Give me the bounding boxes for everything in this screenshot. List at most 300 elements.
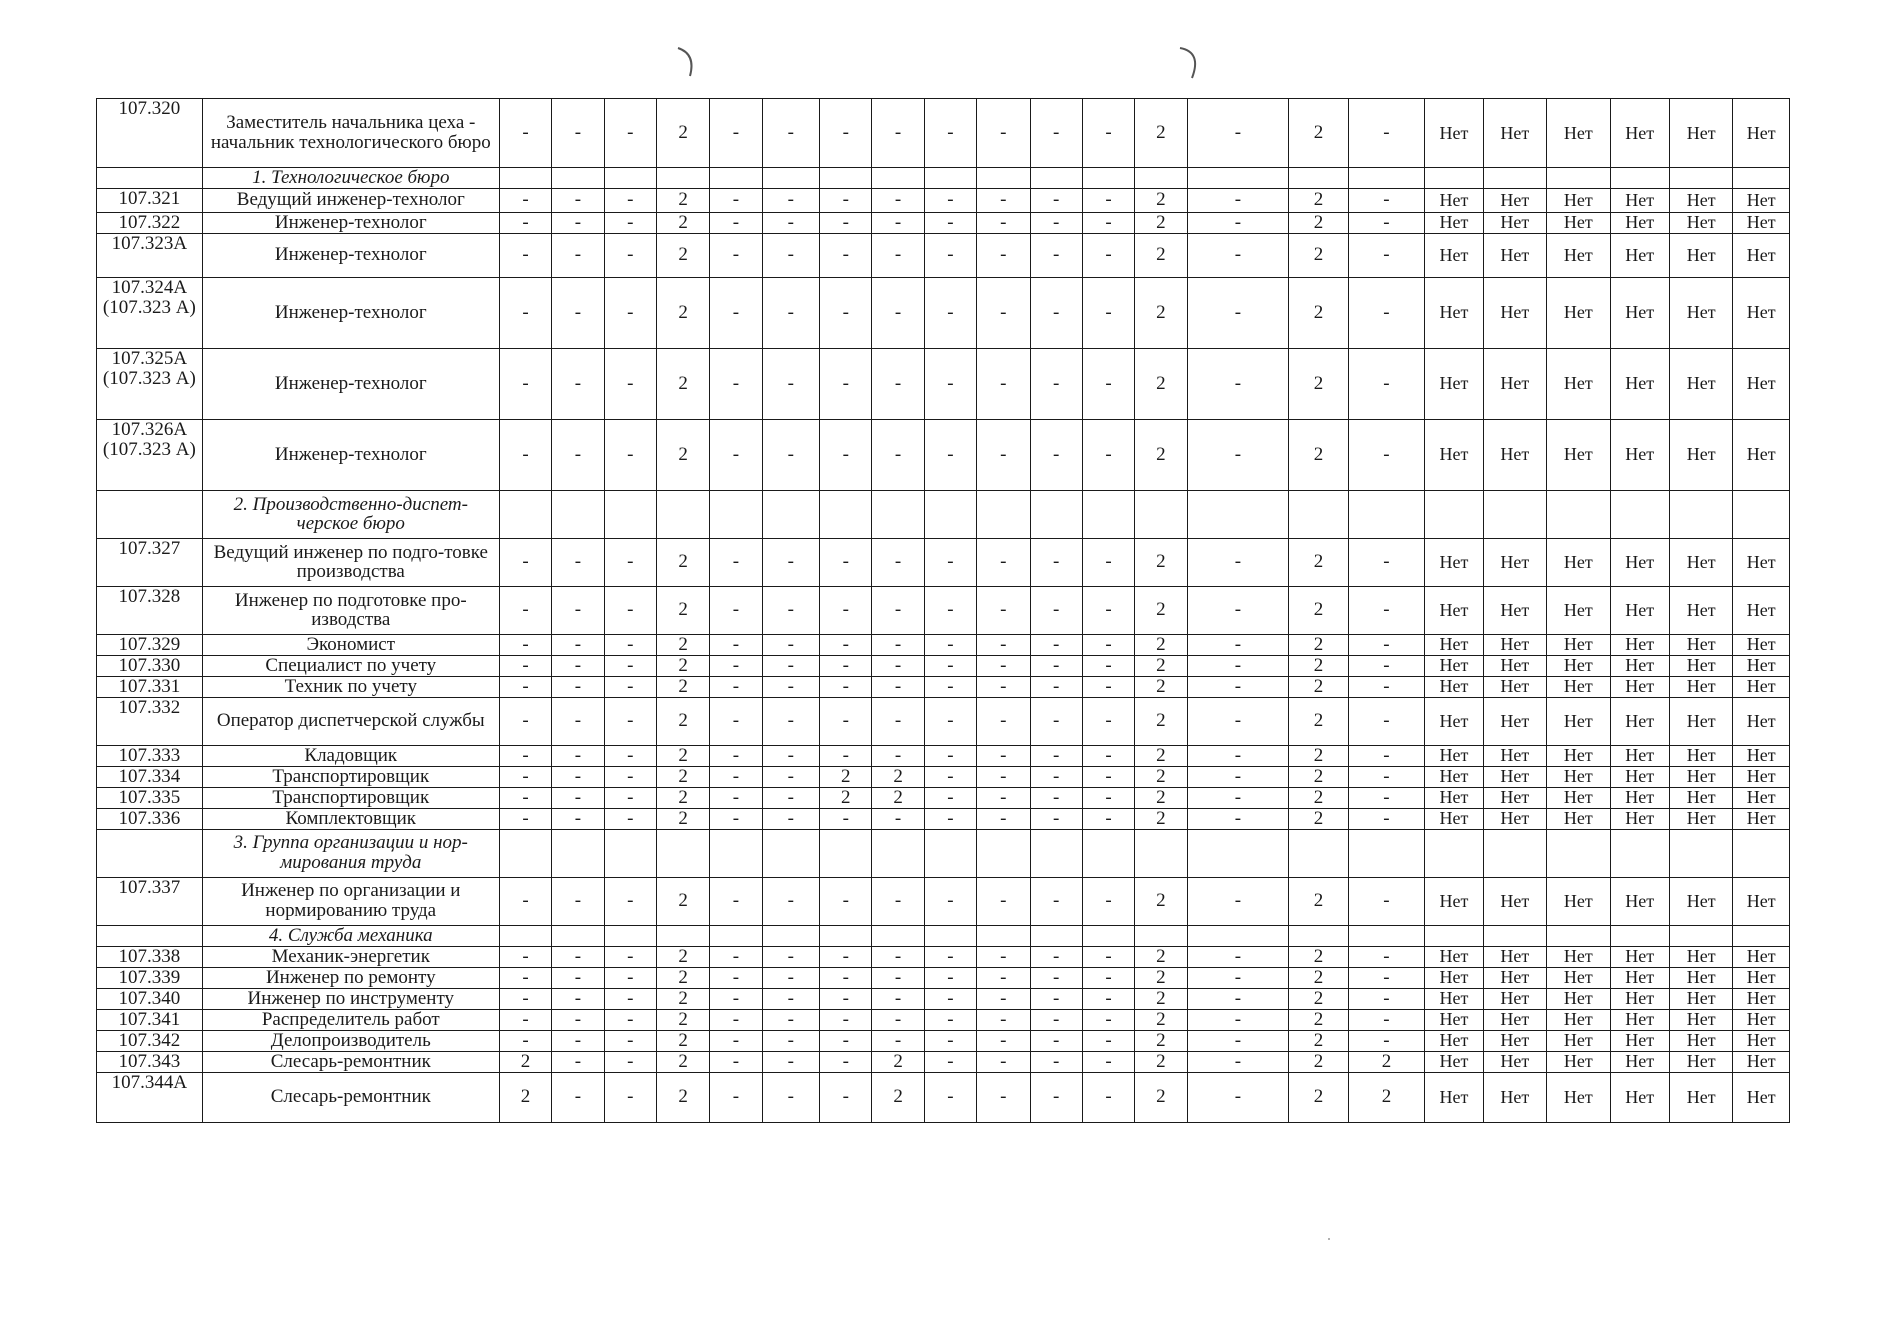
class-value-cell: - (1082, 188, 1134, 212)
empty-cell (762, 925, 819, 946)
class-value-cell: 2 (1289, 946, 1348, 967)
class-value-cell: - (820, 676, 872, 697)
empty-cell (872, 925, 924, 946)
class-value-cell: - (762, 697, 819, 745)
class-value-cell: - (762, 99, 819, 168)
class-value-cell: - (552, 766, 604, 787)
class-value-cell: - (710, 586, 762, 634)
class-value-cell: - (499, 188, 551, 212)
empty-cell (977, 168, 1030, 189)
class-value-cell: - (710, 766, 762, 787)
class-value-cell: - (1348, 188, 1425, 212)
table-row (97, 538, 1790, 586)
class-value-cell: - (1348, 348, 1425, 419)
position-code (97, 925, 203, 946)
position-code: 107.320 (97, 99, 203, 168)
class-value-cell: - (552, 212, 604, 233)
class-value-cell: - (1030, 634, 1082, 655)
class-value-cell: 2 (1135, 188, 1187, 212)
class-value-cell: - (499, 212, 551, 233)
flag-cell: Нет (1425, 787, 1483, 808)
flag-cell: Нет (1669, 745, 1732, 766)
flag-cell: Нет (1610, 419, 1669, 490)
class-value-cell: 2 (1135, 634, 1187, 655)
class-value-cell: - (977, 586, 1030, 634)
class-value-cell: - (1348, 946, 1425, 967)
class-value-cell: - (1082, 697, 1134, 745)
flag-cell: Нет (1483, 946, 1546, 967)
class-value-cell: - (1187, 1072, 1289, 1122)
flag-cell: Нет (1610, 586, 1669, 634)
flag-cell: Нет (1547, 99, 1610, 168)
position-code: 107.327 (97, 538, 203, 586)
class-value-cell: - (1082, 348, 1134, 419)
class-value-cell: 2 (1135, 766, 1187, 787)
empty-cell (710, 168, 762, 189)
class-value-cell: - (552, 877, 604, 925)
position-name: Инженер-технолог (202, 277, 499, 348)
class-value-cell: - (604, 1030, 656, 1051)
class-value-cell: - (1187, 946, 1289, 967)
empty-cell (656, 925, 709, 946)
class-value-cell: - (1187, 586, 1289, 634)
class-value-cell: - (1082, 634, 1134, 655)
class-value-cell: 2 (1135, 988, 1187, 1009)
class-value-cell: - (1348, 967, 1425, 988)
flag-cell: Нет (1425, 212, 1483, 233)
class-value-cell: - (924, 967, 976, 988)
position-code: 107.329 (97, 634, 203, 655)
empty-cell (1289, 925, 1348, 946)
class-value-cell: - (1187, 766, 1289, 787)
class-value-cell: 2 (499, 1051, 551, 1072)
flag-cell: Нет (1547, 766, 1610, 787)
flag-cell: Нет (1733, 188, 1790, 212)
flag-cell: Нет (1425, 1051, 1483, 1072)
class-value-cell: - (552, 1051, 604, 1072)
class-value-cell: - (820, 745, 872, 766)
flag-cell: Нет (1483, 586, 1546, 634)
flag-cell: Нет (1483, 634, 1546, 655)
position-name: Распределитель работ (202, 1009, 499, 1030)
flag-cell: Нет (1483, 1051, 1546, 1072)
table-row (97, 787, 1790, 808)
class-value-cell: 2 (656, 988, 709, 1009)
class-value-cell: - (604, 745, 656, 766)
class-value-cell: - (820, 877, 872, 925)
class-value-cell: - (1187, 676, 1289, 697)
class-value-cell: 2 (1289, 877, 1348, 925)
table-row (97, 1051, 1790, 1072)
positions-table (96, 98, 1790, 1123)
class-value-cell: 2 (656, 538, 709, 586)
class-value-cell: - (1082, 1009, 1134, 1030)
class-value-cell: - (710, 233, 762, 277)
empty-cell (499, 490, 551, 538)
class-value-cell: - (604, 967, 656, 988)
class-value-cell: - (1030, 1051, 1082, 1072)
empty-cell (1348, 829, 1425, 877)
position-code (97, 490, 203, 538)
class-value-cell: - (977, 634, 1030, 655)
class-value-cell: - (977, 1009, 1030, 1030)
class-value-cell: - (1030, 188, 1082, 212)
empty-cell (762, 168, 819, 189)
class-value-cell: - (977, 348, 1030, 419)
positions-table-body (97, 99, 1790, 1123)
class-value-cell: 2 (656, 277, 709, 348)
flag-cell: Нет (1610, 99, 1669, 168)
flag-cell: Нет (1669, 99, 1732, 168)
class-value-cell: - (1187, 348, 1289, 419)
flag-cell: Нет (1425, 745, 1483, 766)
empty-cell (977, 925, 1030, 946)
table-row (97, 233, 1790, 277)
class-value-cell: 2 (1289, 348, 1348, 419)
class-value-cell: - (762, 586, 819, 634)
class-value-cell: 2 (656, 676, 709, 697)
flag-cell: Нет (1547, 586, 1610, 634)
class-value-cell: - (977, 99, 1030, 168)
class-value-cell: - (977, 1051, 1030, 1072)
flag-cell: Нет (1425, 99, 1483, 168)
empty-cell (656, 829, 709, 877)
flag-cell: Нет (1669, 1030, 1732, 1051)
position-code (97, 168, 203, 189)
position-code: 107.337 (97, 877, 203, 925)
position-name: Специалист по учету (202, 655, 499, 676)
class-value-cell: - (762, 188, 819, 212)
flag-cell: Нет (1483, 212, 1546, 233)
class-value-cell: - (1187, 967, 1289, 988)
class-value-cell: 2 (1135, 1030, 1187, 1051)
table-row (97, 212, 1790, 233)
position-name: Кладовщик (202, 745, 499, 766)
class-value-cell: - (1030, 877, 1082, 925)
class-value-cell: - (499, 697, 551, 745)
class-value-cell: 2 (656, 188, 709, 212)
class-value-cell: 2 (1289, 212, 1348, 233)
flag-cell: Нет (1733, 808, 1790, 829)
flag-cell: Нет (1483, 766, 1546, 787)
flag-cell: Нет (1483, 877, 1546, 925)
class-value-cell: 2 (1135, 419, 1187, 490)
table-row (97, 766, 1790, 787)
punch-hole-mark-right (1172, 42, 1212, 82)
flag-cell: Нет (1733, 877, 1790, 925)
class-value-cell: 2 (1289, 188, 1348, 212)
class-value-cell: 2 (1289, 233, 1348, 277)
class-value-cell: 2 (656, 808, 709, 829)
class-value-cell: - (499, 419, 551, 490)
class-value-cell: - (710, 808, 762, 829)
flag-cell: Нет (1733, 538, 1790, 586)
class-value-cell: - (1082, 277, 1134, 348)
class-value-cell: - (552, 634, 604, 655)
class-value-cell: - (1082, 676, 1134, 697)
class-value-cell: - (552, 419, 604, 490)
position-code (97, 829, 203, 877)
class-value-cell: - (604, 766, 656, 787)
class-value-cell: - (710, 188, 762, 212)
flag-cell: Нет (1610, 745, 1669, 766)
empty-cell (499, 829, 551, 877)
flag-cell: Нет (1669, 877, 1732, 925)
flag-cell: Нет (1425, 348, 1483, 419)
table-row (97, 988, 1790, 1009)
class-value-cell: - (762, 634, 819, 655)
class-value-cell: - (820, 697, 872, 745)
empty-cell (1669, 490, 1732, 538)
position-code: 107.340 (97, 988, 203, 1009)
table-row (97, 419, 1790, 490)
flag-cell: Нет (1547, 1009, 1610, 1030)
class-value-cell: - (604, 1051, 656, 1072)
class-value-cell: - (604, 787, 656, 808)
class-value-cell: 2 (1135, 967, 1187, 988)
class-value-cell: - (552, 787, 604, 808)
class-value-cell: - (977, 745, 1030, 766)
position-code: 107.328 (97, 586, 203, 634)
empty-cell (1425, 168, 1483, 189)
empty-cell (1483, 829, 1546, 877)
flag-cell: Нет (1669, 634, 1732, 655)
class-value-cell: - (924, 1072, 976, 1122)
class-value-cell: - (872, 277, 924, 348)
empty-cell (820, 490, 872, 538)
class-value-cell: - (762, 277, 819, 348)
class-value-cell: - (1082, 877, 1134, 925)
empty-cell (1289, 490, 1348, 538)
flag-cell: Нет (1610, 1030, 1669, 1051)
class-value-cell: 2 (1135, 99, 1187, 168)
class-value-cell: - (924, 745, 976, 766)
class-value-cell: - (872, 586, 924, 634)
flag-cell: Нет (1483, 188, 1546, 212)
flag-cell: Нет (1425, 766, 1483, 787)
empty-cell (1289, 168, 1348, 189)
empty-cell (820, 168, 872, 189)
class-value-cell: - (1187, 808, 1289, 829)
class-value-cell: - (820, 634, 872, 655)
flag-cell: Нет (1547, 277, 1610, 348)
flag-cell: Нет (1483, 419, 1546, 490)
class-value-cell: - (604, 348, 656, 419)
flag-cell: Нет (1483, 745, 1546, 766)
class-value-cell: - (552, 1009, 604, 1030)
position-name: Инженер по ремонту (202, 967, 499, 988)
flag-cell: Нет (1483, 538, 1546, 586)
flag-cell: Нет (1483, 277, 1546, 348)
class-value-cell: 2 (1135, 745, 1187, 766)
position-name: Техник по учету (202, 676, 499, 697)
class-value-cell: - (820, 419, 872, 490)
class-value-cell: - (710, 99, 762, 168)
class-value-cell: - (552, 988, 604, 1009)
position-name: Инженер-технолог (202, 419, 499, 490)
class-value-cell: - (1187, 1030, 1289, 1051)
empty-cell (1030, 829, 1082, 877)
class-value-cell: - (1348, 212, 1425, 233)
class-value-cell: - (710, 419, 762, 490)
empty-cell (1187, 829, 1289, 877)
flag-cell: Нет (1425, 877, 1483, 925)
table-row (97, 697, 1790, 745)
flag-cell: Нет (1425, 277, 1483, 348)
empty-cell (820, 925, 872, 946)
class-value-cell: - (1348, 233, 1425, 277)
empty-cell (1289, 829, 1348, 877)
class-value-cell: - (1348, 808, 1425, 829)
flag-cell: Нет (1547, 1051, 1610, 1072)
class-value-cell: - (604, 988, 656, 1009)
flag-cell: Нет (1733, 1009, 1790, 1030)
flag-cell: Нет (1733, 586, 1790, 634)
class-value-cell: - (872, 967, 924, 988)
flag-cell: Нет (1425, 188, 1483, 212)
flag-cell: Нет (1733, 419, 1790, 490)
flag-cell: Нет (1733, 676, 1790, 697)
class-value-cell: - (1030, 988, 1082, 1009)
flag-cell: Нет (1425, 1072, 1483, 1122)
class-value-cell: - (1082, 538, 1134, 586)
class-value-cell: - (710, 946, 762, 967)
empty-cell (924, 925, 976, 946)
class-value-cell: 2 (872, 1051, 924, 1072)
empty-cell (1135, 829, 1187, 877)
empty-cell (1187, 925, 1289, 946)
flag-cell: Нет (1610, 697, 1669, 745)
empty-cell (762, 490, 819, 538)
class-value-cell: - (604, 946, 656, 967)
class-value-cell: 2 (1289, 634, 1348, 655)
empty-cell (872, 168, 924, 189)
class-value-cell: - (820, 808, 872, 829)
flag-cell: Нет (1610, 946, 1669, 967)
class-value-cell: 2 (1135, 212, 1187, 233)
flag-cell: Нет (1669, 233, 1732, 277)
class-value-cell: - (552, 676, 604, 697)
class-value-cell: - (977, 419, 1030, 490)
class-value-cell: - (762, 808, 819, 829)
class-value-cell: - (552, 745, 604, 766)
class-value-cell: - (1187, 538, 1289, 586)
class-value-cell: 2 (1289, 1072, 1348, 1122)
class-value-cell: 2 (1135, 1072, 1187, 1122)
section-title: 3. Группа организации и нор-мирования труда (202, 829, 499, 877)
class-value-cell: - (1082, 99, 1134, 168)
position-name: Транспортировщик (202, 787, 499, 808)
empty-cell (656, 168, 709, 189)
flag-cell: Нет (1547, 808, 1610, 829)
class-value-cell: - (872, 676, 924, 697)
class-value-cell: - (1082, 1072, 1134, 1122)
class-value-cell: - (820, 188, 872, 212)
empty-cell (1547, 490, 1610, 538)
class-value-cell: - (1082, 655, 1134, 676)
class-value-cell: - (1187, 988, 1289, 1009)
class-value-cell: - (977, 212, 1030, 233)
class-value-cell: - (1030, 946, 1082, 967)
empty-cell (762, 829, 819, 877)
section-title: 1. Технологическое бюро (202, 168, 499, 189)
class-value-cell: 2 (656, 766, 709, 787)
table-row (97, 1072, 1790, 1122)
class-value-cell: - (977, 697, 1030, 745)
class-value-cell: - (1348, 99, 1425, 168)
class-value-cell: - (1187, 1051, 1289, 1072)
class-value-cell: - (872, 634, 924, 655)
empty-cell (1030, 925, 1082, 946)
flag-cell: Нет (1483, 988, 1546, 1009)
class-value-cell: - (1348, 676, 1425, 697)
flag-cell: Нет (1610, 1072, 1669, 1122)
class-value-cell: 2 (656, 787, 709, 808)
class-value-cell: - (820, 967, 872, 988)
class-value-cell: - (499, 766, 551, 787)
class-value-cell: 2 (1135, 277, 1187, 348)
class-value-cell: - (820, 1009, 872, 1030)
class-value-cell: 2 (656, 697, 709, 745)
empty-cell (872, 829, 924, 877)
flag-cell: Нет (1610, 1051, 1669, 1072)
flag-cell: Нет (1610, 808, 1669, 829)
class-value-cell: 2 (1289, 697, 1348, 745)
flag-cell: Нет (1425, 233, 1483, 277)
class-value-cell: 2 (1289, 586, 1348, 634)
flag-cell: Нет (1669, 946, 1732, 967)
class-value-cell: - (762, 655, 819, 676)
class-value-cell: - (552, 586, 604, 634)
class-value-cell: - (924, 348, 976, 419)
class-value-cell: - (924, 676, 976, 697)
class-value-cell: - (820, 1072, 872, 1122)
flag-cell: Нет (1425, 538, 1483, 586)
empty-cell (1669, 829, 1732, 877)
class-value-cell: - (1348, 745, 1425, 766)
empty-cell (1082, 829, 1134, 877)
flag-cell: Нет (1425, 676, 1483, 697)
empty-cell (710, 829, 762, 877)
class-value-cell: - (710, 745, 762, 766)
class-value-cell: 2 (1135, 697, 1187, 745)
class-value-cell: - (1187, 787, 1289, 808)
flag-cell: Нет (1547, 233, 1610, 277)
flag-cell: Нет (1547, 188, 1610, 212)
class-value-cell: - (1082, 967, 1134, 988)
class-value-cell: - (1030, 99, 1082, 168)
table-row (97, 188, 1790, 212)
flag-cell: Нет (1610, 877, 1669, 925)
class-value-cell: - (924, 697, 976, 745)
class-value-cell: - (552, 233, 604, 277)
class-value-cell: - (710, 1009, 762, 1030)
class-value-cell: - (977, 538, 1030, 586)
flag-cell: Нет (1610, 538, 1669, 586)
empty-cell (1547, 168, 1610, 189)
flag-cell: Нет (1425, 634, 1483, 655)
class-value-cell: - (1030, 233, 1082, 277)
flag-cell: Нет (1669, 586, 1732, 634)
class-value-cell: - (499, 946, 551, 967)
class-value-cell: 2 (656, 634, 709, 655)
class-value-cell: - (1187, 277, 1289, 348)
position-code: 107.334 (97, 766, 203, 787)
class-value-cell: - (762, 787, 819, 808)
flag-cell: Нет (1733, 99, 1790, 168)
position-code: 107.331 (97, 676, 203, 697)
empty-cell (604, 925, 656, 946)
